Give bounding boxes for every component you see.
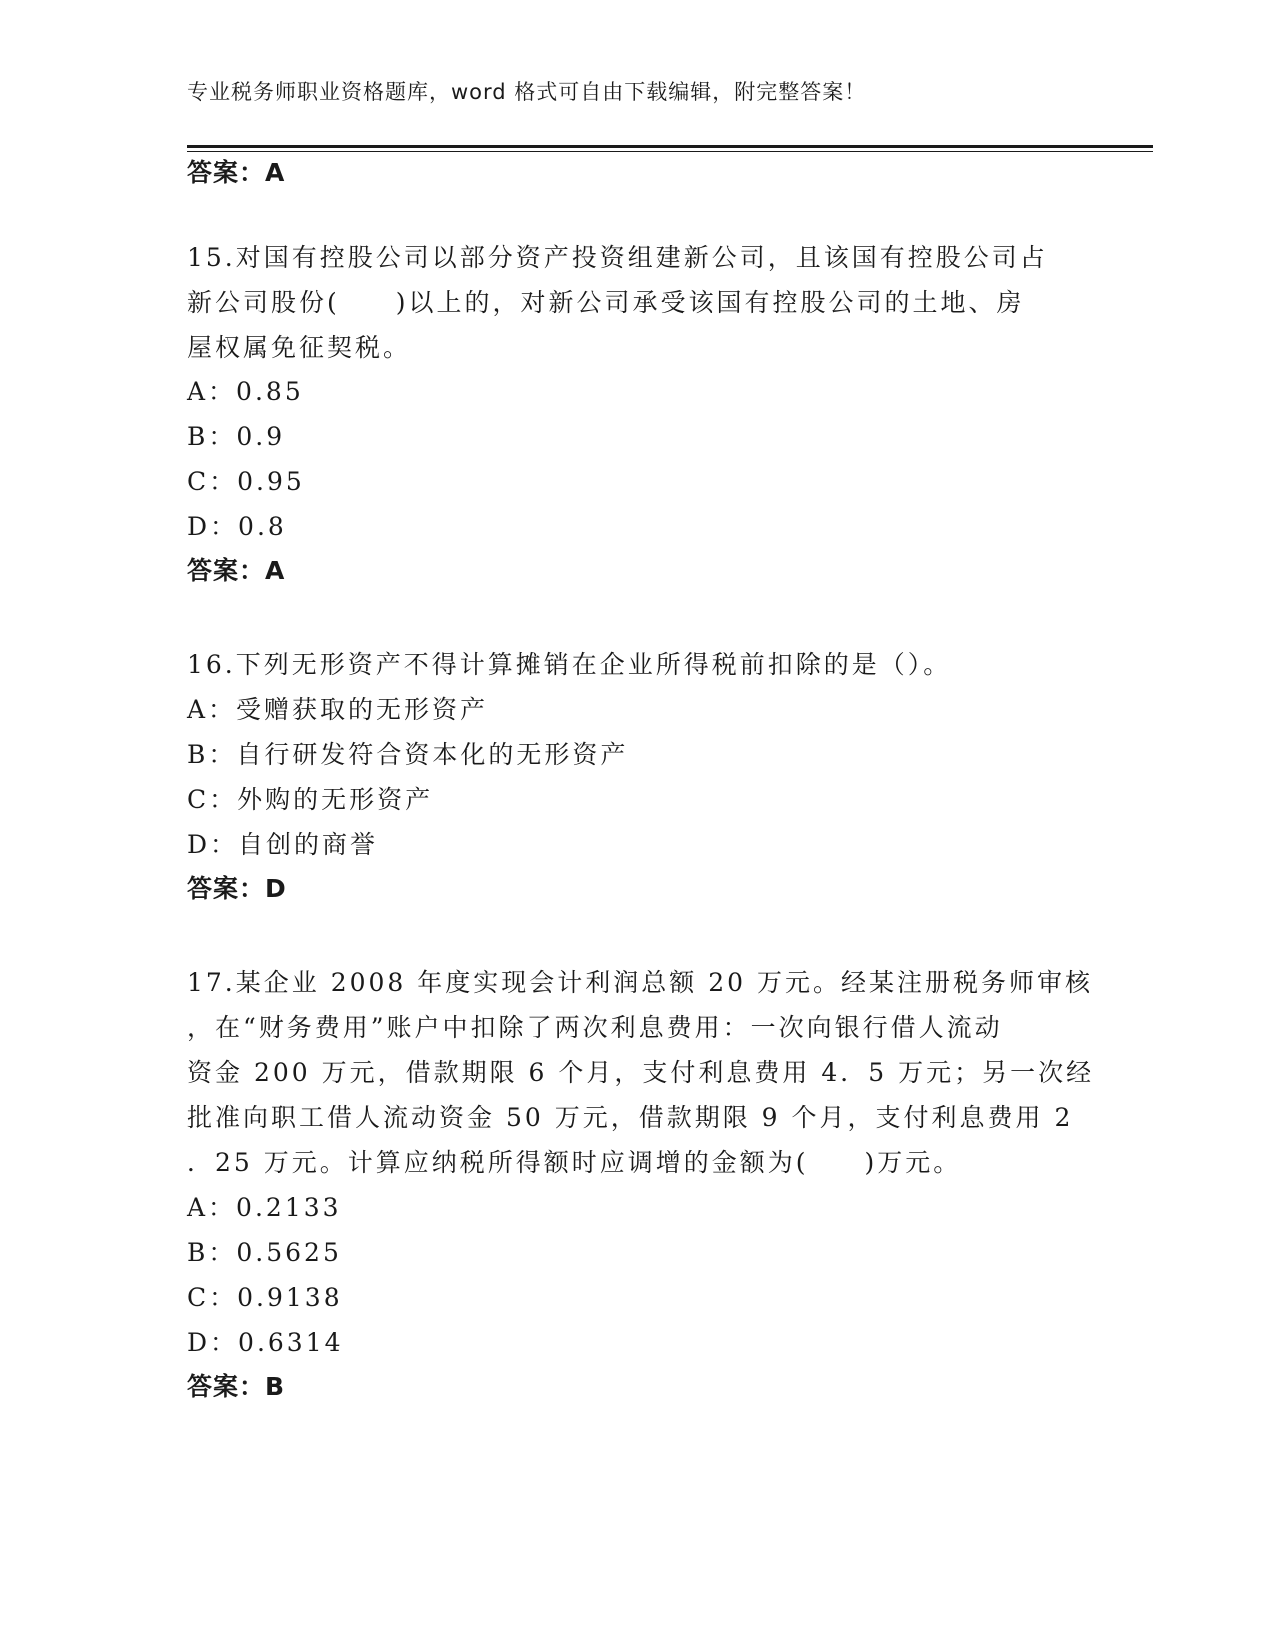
q17-option-b: B：0.5625 [187,1238,342,1267]
q16-answer: 答案：D [187,874,287,903]
q15-answer: 答案：A [187,556,286,585]
q15-stem-line-3: 屋权属免征契税。 [187,333,412,362]
q17-stem-line-3: 资金 200 万元，借款期限 6 个月，支付利息费用 4．5 万元；另一次经 [187,1058,1095,1087]
q17-option-d: D：0.6314 [187,1328,344,1357]
q17-answer: 答案：B [187,1372,286,1401]
q17-stem-line-4: 批准向职工借人流动资金 50 万元，借款期限 9 个月，支付利息费用 2 [187,1103,1074,1132]
q15-option-d: D：0.8 [187,512,287,541]
q17-option-c: C：0.9138 [187,1283,343,1312]
q16-option-d: D：自创的商誉 [187,830,379,859]
q15-stem-line-2: 新公司股份( )以上的，对新公司承受该国有控股公司的土地、房 [187,288,1025,317]
header-divider [187,145,1153,148]
q15-option-c: C：0.95 [187,467,305,496]
q15-option-b: B：0.9 [187,422,286,451]
q17-stem-line-1: 17.某企业 2008 年度实现会计利润总额 20 万元。经某注册税务师审核 [187,968,1093,997]
q17-option-a: A：0.2133 [187,1193,342,1222]
q15-option-a: A：0.85 [187,377,304,406]
q17-stem-line-5: ．25 万元。计算应纳税所得额时应调增的金额为( )万元。 [187,1148,962,1177]
q15-stem-line-1: 15.对国有控股公司以部分资产投资组建新公司，且该国有控股公司占 [187,243,1048,272]
q16-option-c: C：外购的无形资产 [187,785,434,814]
q17-stem-line-2: ，在“财务费用”账户中扣除了两次利息费用：一次向银行借人流动 [187,1013,1003,1042]
header-divider-thin [187,151,1153,152]
previous-answer: 答案：A [187,158,286,187]
q16-option-b: B：自行研发符合资本化的无形资产 [187,740,629,769]
q16-stem-line-1: 16.下列无形资产不得计算摊销在企业所得税前扣除的是（）。 [187,650,952,679]
page-header: 专业税务师职业资格题库，word 格式可自由下载编辑，附完整答案！ [187,80,867,104]
q16-option-a: A：受赠获取的无形资产 [187,695,489,724]
